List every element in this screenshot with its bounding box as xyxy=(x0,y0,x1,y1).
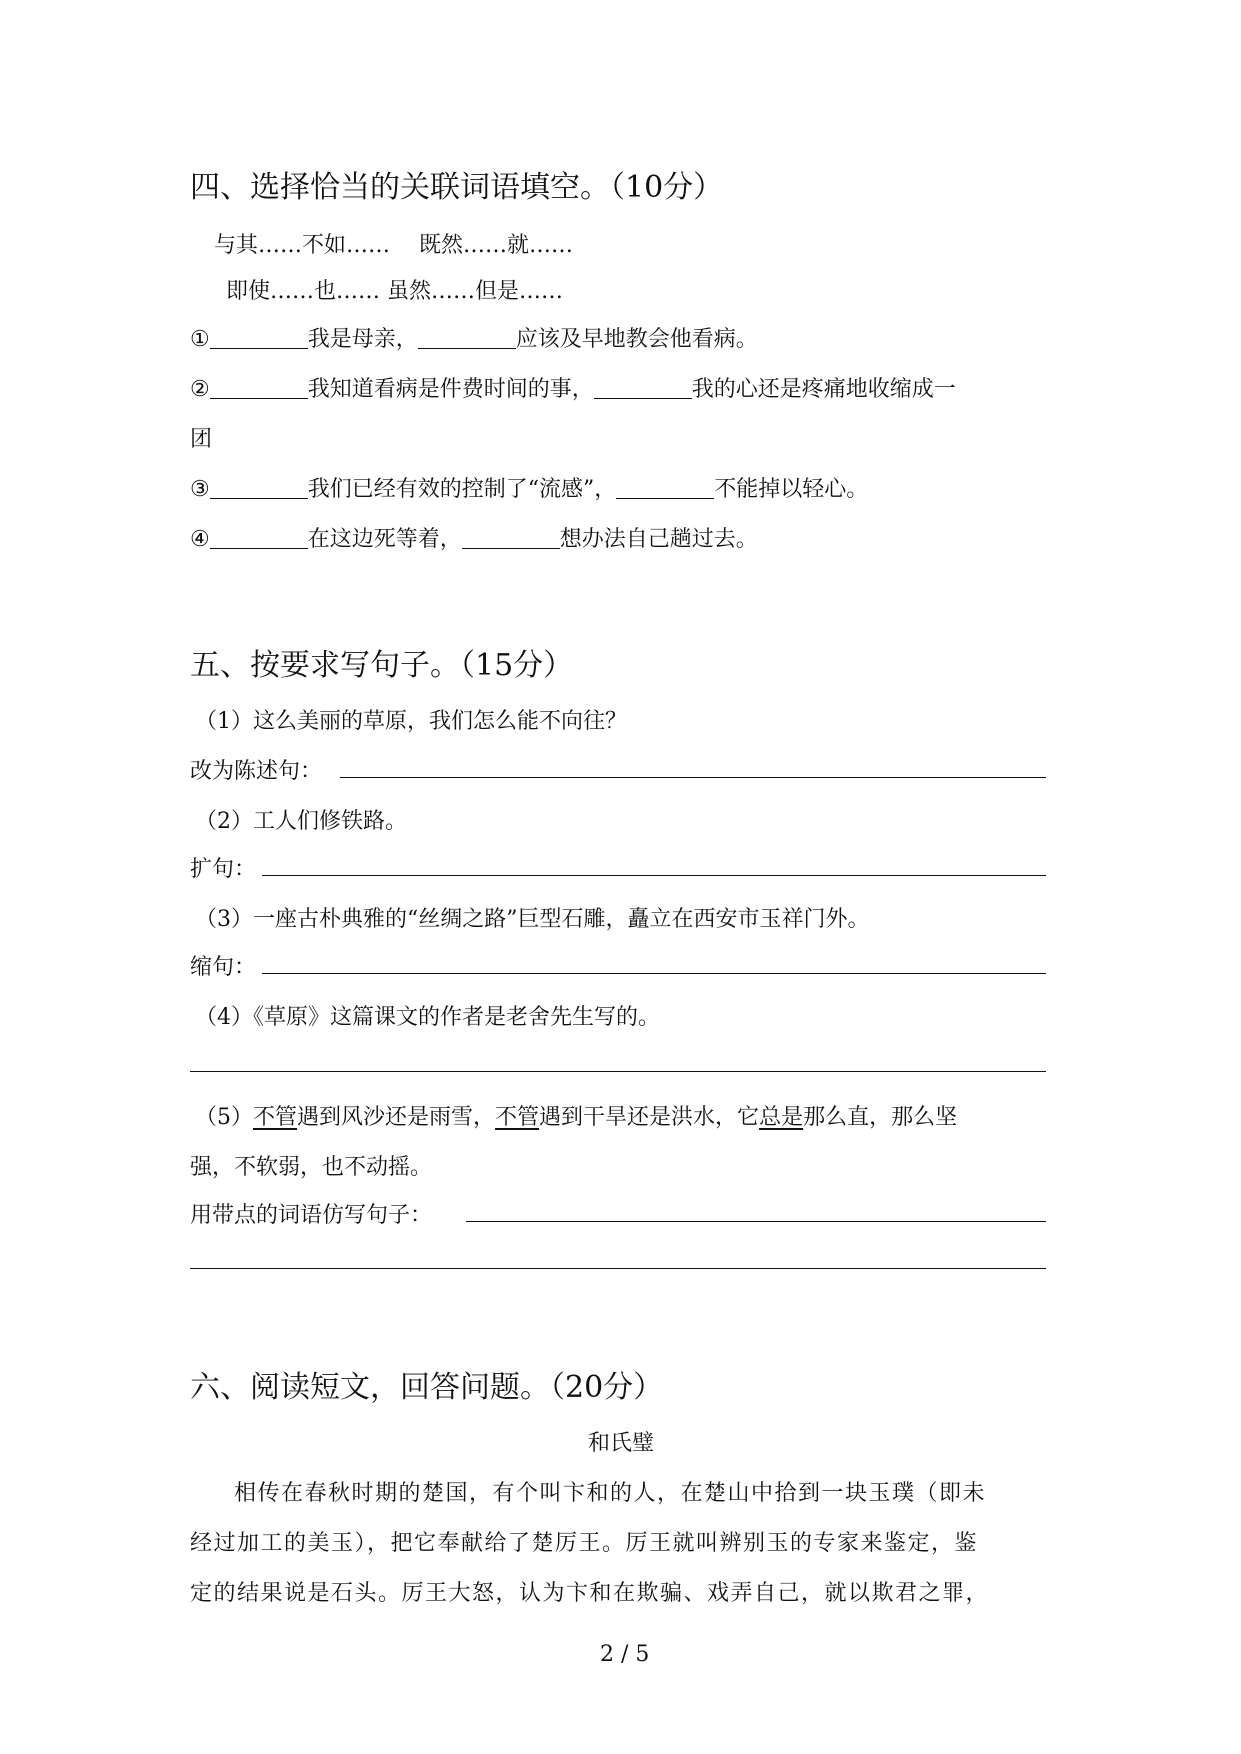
item-text: 我是母亲， xyxy=(307,327,418,352)
question-5-3: （3）一座古朴典雅的“丝绸之路”巨型石雕，矗立在西安市玉祥门外。 xyxy=(195,907,870,932)
question-5-1: （1）这么美丽的草原，我们怎么能不向往？ xyxy=(195,709,627,734)
options-line-1: 与其……不如…… 既然……就…… xyxy=(214,233,573,258)
fill-blank[interactable] xyxy=(210,476,308,499)
answer-line-5-1[interactable] xyxy=(340,777,1046,778)
passage-title: 和氏璧 xyxy=(588,1431,655,1456)
answer-line-5-5[interactable] xyxy=(466,1221,1046,1222)
item-text: 应该及早地教会他看病。 xyxy=(515,327,758,352)
passage-line-2: 经过加工的美玉），把它奉献给了楚厉王。厉王就叫辨别玉的专家来鉴定，鉴 xyxy=(190,1531,979,1556)
question-4-1 xyxy=(190,322,758,353)
question-4-2-cont: 团 xyxy=(190,427,213,452)
passage-line-1: 相传在春秋时期的楚国，有个叫卞和的人，在楚山中拾到一块玉璞（即未 xyxy=(234,1481,987,1506)
fill-blank[interactable] xyxy=(210,526,308,549)
section-4-title: 四、选择恰当的关联词语填空。（10分） xyxy=(190,170,724,205)
item-text: 想办法自己趟过去。 xyxy=(559,527,758,552)
answer-label-5-1: 改为陈述句： xyxy=(190,759,323,784)
question-4-4 xyxy=(190,522,758,553)
question-4-3 xyxy=(190,472,868,503)
item-number: ① xyxy=(190,327,210,352)
fill-blank[interactable] xyxy=(210,326,308,349)
item-text: 我的心还是疼痛地收缩成一 xyxy=(691,377,956,402)
item-text: 遇到干旱还是洪水，它 xyxy=(539,1105,760,1130)
section-6-title: 六、阅读短文，回答问题。（20分） xyxy=(190,1370,664,1405)
answer-label-5-5: 用带点的词语仿写句子： xyxy=(190,1203,433,1228)
question-4-2 xyxy=(190,372,956,403)
answer-line-5-5b[interactable] xyxy=(190,1268,1046,1269)
question-5-4: （4）《草原》这篇课文的作者是老舍先生写的。 xyxy=(195,1005,660,1030)
item-text: 不能掉以轻心。 xyxy=(714,477,869,502)
item-text: 我们已经有效的控制了“流感”， xyxy=(307,477,617,502)
marked-word: 不管 xyxy=(495,1105,540,1130)
answer-label-5-3: 缩句： xyxy=(190,955,257,980)
item-number: ② xyxy=(190,377,210,402)
question-5-5 xyxy=(195,1100,957,1131)
item-text: 我知道看病是件费时间的事， xyxy=(307,377,594,402)
passage-line-3: 定的结果说是石头。厉王大怒，认为卞和在欺骗、戏弄自己，就以欺君之罪， xyxy=(190,1581,990,1606)
fill-blank[interactable] xyxy=(616,476,714,499)
fill-blank[interactable] xyxy=(594,376,692,399)
section-5-title: 五、按要求写句子。（15分） xyxy=(190,648,574,683)
question-5-2: （2）工人们修铁路。 xyxy=(195,809,407,834)
options-line-2: 即使……也…… 虽然……但是…… xyxy=(226,279,563,304)
marked-word: 不管 xyxy=(253,1105,298,1130)
fill-blank[interactable] xyxy=(418,326,516,349)
answer-line-5-2[interactable] xyxy=(262,875,1046,876)
item-text: 遇到风沙还是雨雪， xyxy=(297,1105,496,1130)
marked-word: 总是 xyxy=(759,1105,804,1130)
fill-blank[interactable] xyxy=(462,526,560,549)
item-number: ④ xyxy=(190,527,210,552)
item-number: ③ xyxy=(190,477,210,502)
question-5-5-cont: 强，不软弱，也不动摇。 xyxy=(190,1155,433,1180)
item-text: 那么直，那么坚 xyxy=(803,1105,958,1130)
answer-line-5-3[interactable] xyxy=(262,973,1046,974)
answer-label-5-2: 扩句： xyxy=(190,857,257,882)
page-number: 2 / 5 xyxy=(600,1642,650,1667)
item-text: 在这边死等着， xyxy=(307,527,462,552)
answer-line-5-4[interactable] xyxy=(190,1071,1046,1072)
item-text: （5） xyxy=(195,1105,253,1130)
fill-blank[interactable] xyxy=(210,376,308,399)
